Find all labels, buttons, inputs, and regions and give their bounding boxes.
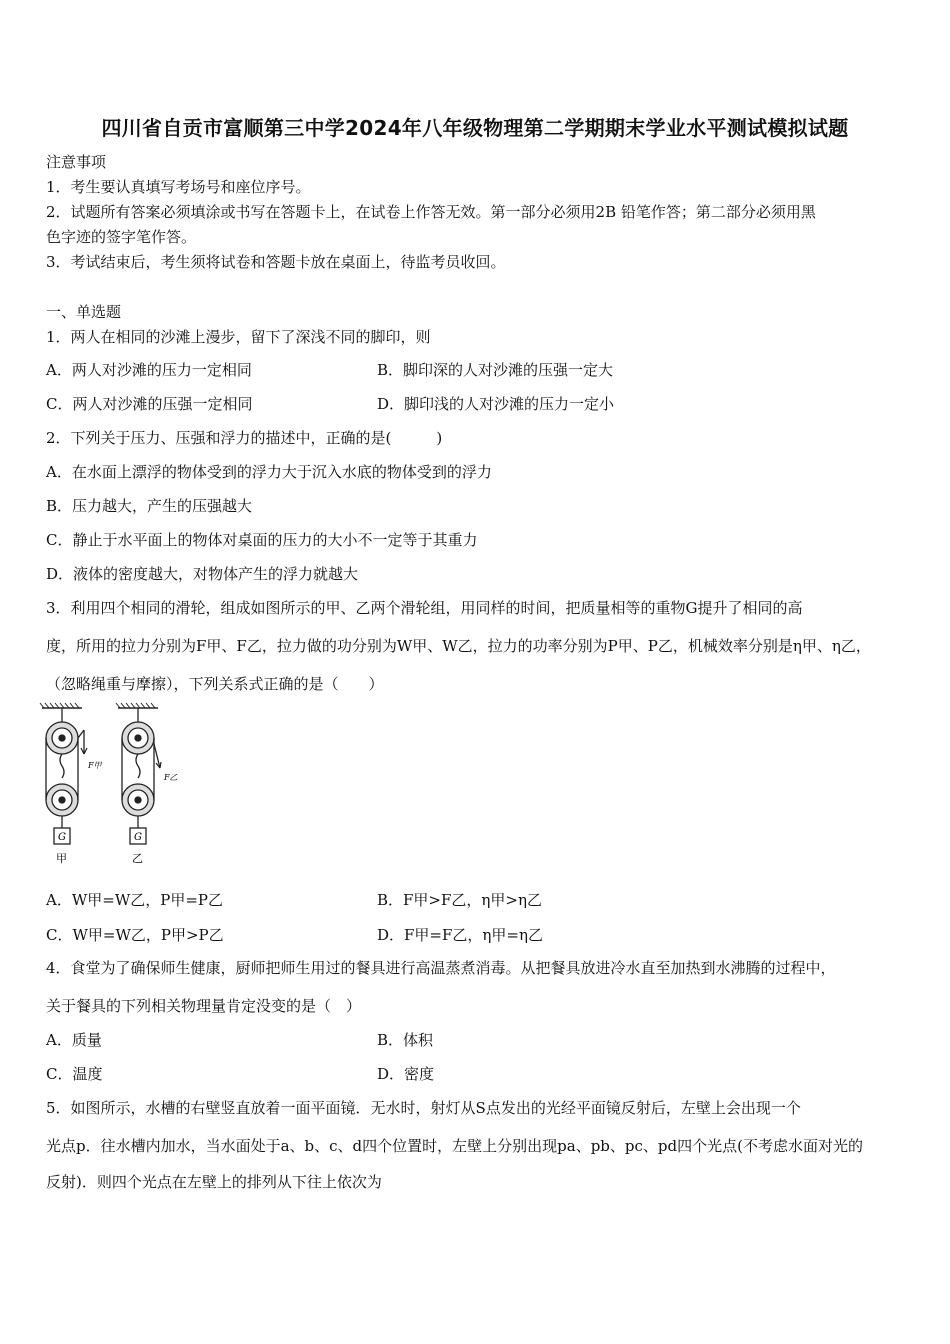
notice-item-2: 2．试题所有答案必须填涂或书写在答题卡上，在试卷上作答无效。第一部分必须用2B 铅笔作答；第二部分必须用黑: [46, 203, 816, 221]
notice-item-3: 3．考试结束后，考生须将试卷和答题卡放在桌面上，待监考员收回。: [46, 253, 506, 271]
pulley-system-jia: [46, 708, 87, 844]
q4-option-d: D．密度: [377, 1065, 435, 1083]
q3-option-c: C．W甲=W乙，P甲>P乙: [46, 926, 224, 944]
weight-label-jia: G: [58, 832, 66, 843]
force-label-jia: F甲: [88, 761, 102, 770]
q4-stem-line2: 关于餐具的下列相关物理量肯定没变的是（ ）: [46, 997, 362, 1015]
q2-option-c: C．静止于水平面上的物体对桌面的压力的大小不一定等于其重力: [46, 531, 478, 549]
q1-option-a: A．两人对沙滩的压力一定相同: [46, 361, 252, 379]
pulley-figure: [38, 700, 198, 870]
q5-stem-line1: 5．如图所示，水槽的右壁竖直放着一面平面镜．无水时，射灯从S点发出的光经平面镜反射后，左壁上会出现一个: [46, 1099, 801, 1117]
section-heading: 一、单选题: [46, 303, 122, 321]
q3-option-d: D．F甲=F乙，η甲=η乙: [377, 926, 543, 944]
label-jia: 甲: [56, 852, 67, 865]
q1-option-b: B．脚印深的人对沙滩的压强一定大: [377, 361, 614, 379]
q4-option-a: A．质量: [46, 1031, 102, 1049]
page-title: 四川省自贡市富顺第三中学2024年八年级物理第二学期期末学业水平测试模拟试题: [101, 116, 849, 140]
q1-option-c: C．两人对沙滩的压强一定相同: [46, 395, 253, 413]
notice-item-1: 1．考生要认真填写考场号和座位序号。: [46, 178, 311, 196]
q4-stem-line1: 4．食堂为了确保师生健康，厨师把师生用过的餐具进行高温蒸煮消毒。从把餐具放进冷水直至加热到水沸腾的过程中，: [46, 959, 836, 977]
q2-option-b: B．压力越大，产生的压强越大: [46, 497, 253, 515]
pulley-system-yi: [122, 708, 161, 844]
q3-stem-line2: 度，所用的拉力分别为F甲、F乙，拉力做的功分别为W甲、W乙，拉力的功率分别为P甲、P乙，机械效率分别是η甲、η乙，: [46, 637, 871, 655]
q3-stem-line3: （忽略绳重与摩擦），下列关系式正确的是（ ）: [46, 675, 384, 693]
weight-label-yi: G: [134, 832, 142, 843]
force-label-yi: F乙: [164, 773, 178, 782]
q1-stem: 1．两人在相同的沙滩上漫步，留下了深浅不同的脚印，则: [46, 328, 431, 346]
q3-stem-line1: 3．利用四个相同的滑轮，组成如图所示的甲、乙两个滑轮组，用同样的时间，把质量相等的重物G提升了相同的高: [46, 599, 803, 617]
q1-option-d: D．脚印浅的人对沙滩的压力一定小: [377, 395, 615, 413]
ceiling-jia: [40, 703, 82, 708]
q2-option-d: D．液体的密度越大，对物体产生的浮力就越大: [46, 565, 359, 583]
q2-option-a: A．在水面上漂浮的物体受到的浮力大于沉入水底的物体受到的浮力: [46, 463, 492, 481]
label-yi: 乙: [132, 852, 143, 865]
q2-stem: 2．下列关于压力、压强和浮力的描述中，正确的是( ): [46, 429, 443, 447]
q4-option-c: C．温度: [46, 1065, 103, 1083]
q4-option-b: B．体积: [377, 1031, 434, 1049]
q3-option-a: A．W甲=W乙，P甲=P乙: [46, 891, 223, 909]
q5-stem-line2: 光点p．往水槽内加水，当水面处于a、b、c、d四个位置时，左壁上分别出现pa、pb、pc、pd四个光点(不考虑水面对光的: [46, 1137, 863, 1155]
notice-heading: 注意事项: [46, 153, 107, 171]
q5-stem-line3: 反射)．则四个光点在左壁上的排列从下往上依次为: [46, 1173, 382, 1191]
notice-item-2-cont: 色字迹的签字笔作答。: [46, 228, 197, 246]
ceiling-yi: [116, 703, 158, 708]
q3-option-b: B．F甲>F乙，η甲>η乙: [377, 891, 542, 909]
